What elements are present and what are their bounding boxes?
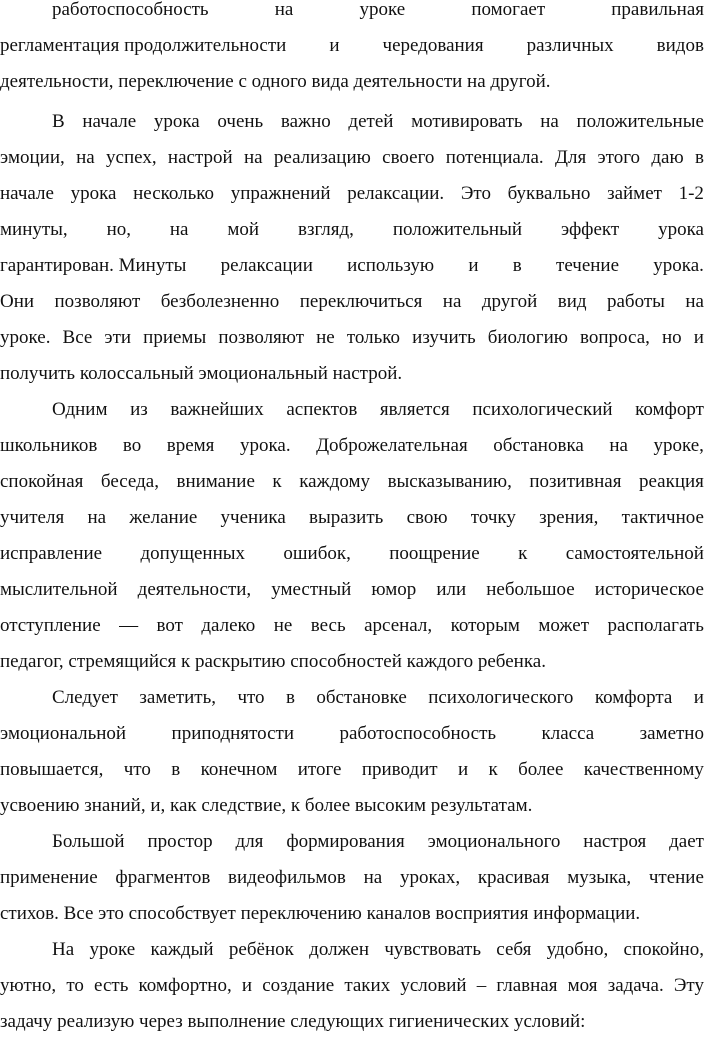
text-word: уроке xyxy=(89,939,136,960)
text-word: урока xyxy=(658,219,704,240)
text-word: класса xyxy=(541,723,595,744)
text-word: приподнятости xyxy=(171,723,295,744)
text-word: музыка, xyxy=(567,867,632,888)
text-line xyxy=(0,716,704,752)
text-word: к xyxy=(272,471,282,492)
text-word: на xyxy=(169,219,189,240)
text-word: своего xyxy=(382,147,435,168)
text-line xyxy=(0,788,704,824)
text-word: зрения, xyxy=(539,507,599,528)
text-word: заметно xyxy=(639,723,704,744)
text-word: несколько xyxy=(133,183,215,204)
text-word: условий xyxy=(400,975,467,996)
text-word: дает xyxy=(669,831,704,852)
text-word: урока xyxy=(70,183,117,204)
text-line xyxy=(0,968,704,1004)
text-word: на xyxy=(363,867,383,888)
paragraph xyxy=(0,824,704,932)
text-word: не xyxy=(273,615,293,636)
text-word: буквально xyxy=(507,183,591,204)
text-word: или xyxy=(436,579,467,600)
text-word: Одним xyxy=(52,399,108,420)
text-word: далеко xyxy=(201,615,256,636)
text-word: отступление xyxy=(0,615,101,636)
text-word: Они xyxy=(0,291,35,312)
text-line xyxy=(0,680,704,716)
text-word: уроке xyxy=(359,0,406,20)
text-word: работы xyxy=(606,291,665,312)
text-word: даю xyxy=(651,147,684,168)
text-word: школьников xyxy=(0,435,98,456)
text-line xyxy=(0,860,704,896)
text-word: применение xyxy=(0,867,98,888)
text-word: обстановка xyxy=(493,435,584,456)
text-word: что xyxy=(123,759,151,780)
text-word: 1-2 xyxy=(678,183,704,204)
text-word: настроя xyxy=(583,831,647,852)
text-word: деятельности, переключение с одного вида деятельности на другой. xyxy=(0,71,551,92)
text-word: чувствовать xyxy=(384,939,481,960)
text-word: Для xyxy=(555,147,587,168)
text-word: биологию xyxy=(487,327,568,348)
text-word: гарантирован. Минуты xyxy=(0,255,187,276)
text-line xyxy=(0,428,704,464)
text-word: к xyxy=(518,543,528,564)
text-word: Доброжелательная xyxy=(316,435,468,456)
text-word: В xyxy=(52,111,65,132)
text-word: историческое xyxy=(594,579,704,600)
text-line xyxy=(0,64,704,100)
text-line xyxy=(0,320,704,356)
text-word: но, xyxy=(106,219,131,240)
text-word: красивая xyxy=(477,867,550,888)
text-word: каждый xyxy=(150,939,214,960)
text-word: и xyxy=(457,759,469,780)
text-word: уютно, xyxy=(0,975,57,996)
text-word: изучить xyxy=(412,327,476,348)
text-word: комфорт xyxy=(635,399,704,420)
text-word: ученика xyxy=(220,507,286,528)
text-word: небольшое xyxy=(486,579,575,600)
text-word: располагать xyxy=(607,615,704,636)
text-word: формирования xyxy=(286,831,405,852)
text-word: таких xyxy=(344,975,391,996)
text-word: в xyxy=(695,147,704,168)
text-line xyxy=(0,824,704,860)
text-word: должен xyxy=(309,939,370,960)
text-word: может xyxy=(538,615,590,636)
text-word: для xyxy=(235,831,264,852)
text-line xyxy=(0,104,704,140)
text-word: эмоциональной xyxy=(0,723,127,744)
text-word: простор xyxy=(147,831,213,852)
text-line xyxy=(0,0,704,28)
text-word: аспектов xyxy=(286,399,358,420)
text-word: детей xyxy=(348,111,394,132)
text-word: очень xyxy=(217,111,264,132)
text-word: видеофильмов xyxy=(228,867,346,888)
text-line xyxy=(0,356,704,392)
text-word: уроках, xyxy=(399,867,461,888)
text-word: видов xyxy=(656,35,704,56)
text-word: другой xyxy=(481,291,538,312)
text-word: задача. xyxy=(607,975,664,996)
text-word: но xyxy=(661,327,682,348)
text-word: педагог, стремящийся к раскрытию способностей каждого ребенка. xyxy=(0,651,546,672)
text-word: психологический xyxy=(472,399,613,420)
paragraph xyxy=(0,0,704,100)
text-word: — xyxy=(119,615,139,636)
text-word: переключиться xyxy=(299,291,423,312)
text-word: высказыванию, xyxy=(387,471,512,492)
text-line xyxy=(0,608,704,644)
text-word: настрой xyxy=(167,147,233,168)
text-line xyxy=(0,28,704,64)
text-word: начале xyxy=(0,183,54,204)
text-word: моя xyxy=(567,975,598,996)
text-word: мотивировать xyxy=(411,111,523,132)
text-word: положительные xyxy=(576,111,704,132)
text-word: положительный xyxy=(392,219,523,240)
text-word: позволяют xyxy=(54,291,141,312)
text-word: чтение xyxy=(648,867,704,888)
text-word: психологического xyxy=(428,687,574,708)
text-word: выразить xyxy=(309,507,384,528)
text-word: потенциала. xyxy=(445,147,544,168)
text-word: на xyxy=(76,147,95,168)
text-word: на xyxy=(685,291,704,312)
text-word: во xyxy=(122,435,142,456)
text-word: только xyxy=(346,327,401,348)
text-line xyxy=(0,392,704,428)
text-word: взгляд, xyxy=(297,219,354,240)
text-word: юмор xyxy=(371,579,417,600)
text-word: важно xyxy=(280,111,331,132)
text-word: позволяют xyxy=(218,327,305,348)
text-word: создание xyxy=(262,975,335,996)
text-word: – xyxy=(476,975,487,996)
text-word: конечном xyxy=(200,759,278,780)
text-word: фрагментов xyxy=(115,867,211,888)
text-word: то xyxy=(66,975,84,996)
text-word: начале xyxy=(82,111,137,132)
text-word: стихов. Все это способствует переключению каналов восприятия информации. xyxy=(0,903,641,924)
text-word: на xyxy=(540,111,559,132)
paragraph xyxy=(0,392,704,680)
text-word: эмоционального xyxy=(427,831,561,852)
text-line xyxy=(0,140,704,176)
text-word: деятельности, xyxy=(137,579,252,600)
text-line xyxy=(0,572,704,608)
text-word: вот xyxy=(156,615,183,636)
text-word: на xyxy=(87,507,107,528)
text-word: и xyxy=(693,687,704,708)
text-word: регламентация продолжительности xyxy=(0,35,287,56)
text-word: итоге xyxy=(297,759,342,780)
text-word: и xyxy=(468,255,479,276)
text-word: качественному xyxy=(583,759,704,780)
text-word: безболезненно xyxy=(160,291,280,312)
text-word: тактичное xyxy=(621,507,704,528)
text-word: Эту xyxy=(673,975,704,996)
text-word: спокойно, xyxy=(623,939,704,960)
text-line xyxy=(0,536,704,572)
text-word: уместный xyxy=(271,579,352,600)
text-word: учителя xyxy=(0,507,65,528)
text-line xyxy=(0,212,704,248)
text-word: на xyxy=(609,435,628,456)
text-word: из xyxy=(130,399,148,420)
text-line xyxy=(0,1004,704,1040)
text-word: не xyxy=(316,327,335,348)
text-word: в xyxy=(285,687,295,708)
text-word: эти xyxy=(104,327,132,348)
text-word: эмоции, xyxy=(0,147,65,168)
text-word: к xyxy=(488,759,498,780)
text-word: Все xyxy=(62,327,93,348)
paragraph xyxy=(0,680,704,824)
text-word: ошибок, xyxy=(283,543,351,564)
text-line xyxy=(0,644,704,680)
text-word: позитивная xyxy=(529,471,622,492)
text-word: эффект xyxy=(560,219,620,240)
text-word: ребёнок xyxy=(228,939,294,960)
text-word: минуты, xyxy=(0,219,68,240)
text-word: Следует xyxy=(52,687,118,708)
text-word: уроке. xyxy=(0,327,51,348)
text-word: комфорта xyxy=(594,687,673,708)
text-word: есть xyxy=(94,975,129,996)
text-line xyxy=(0,932,704,968)
text-word: повышается, xyxy=(0,759,104,780)
text-word: успех, xyxy=(106,147,157,168)
text-word: является xyxy=(379,399,450,420)
text-word: на xyxy=(442,291,462,312)
text-word: урока. xyxy=(653,255,704,276)
text-word: заметить, xyxy=(139,687,217,708)
paragraph xyxy=(0,104,704,392)
text-word: свою xyxy=(406,507,448,528)
text-word: релаксации xyxy=(220,255,313,276)
text-word: поощрение xyxy=(389,543,480,564)
text-word: помогает xyxy=(471,0,546,20)
text-word: на xyxy=(243,147,263,168)
text-line xyxy=(0,896,704,932)
text-word: усвоению знаний, и, как следствие, к более высоким результатам. xyxy=(0,795,533,816)
text-word: желание xyxy=(129,507,198,528)
text-word: работоспособность xyxy=(339,723,497,744)
text-word: каждому xyxy=(299,471,371,492)
text-word: займет xyxy=(607,183,662,204)
text-word: и xyxy=(693,327,704,348)
text-word: чередования xyxy=(382,35,484,56)
text-word: Это xyxy=(460,183,491,204)
text-word: получить колоссальный эмоциональный настрой. xyxy=(0,363,403,384)
text-word: вид xyxy=(557,291,587,312)
text-word: весь xyxy=(310,615,346,636)
text-word: главная xyxy=(496,975,558,996)
paragraph xyxy=(0,932,704,1040)
text-word: мой xyxy=(227,219,260,240)
text-line xyxy=(0,284,704,320)
text-word: самостоятельной xyxy=(565,543,704,564)
text-word: в xyxy=(512,255,522,276)
text-line xyxy=(0,464,704,500)
text-line xyxy=(0,500,704,536)
text-word: уроке, xyxy=(653,435,704,456)
text-word: реакция xyxy=(639,471,704,492)
text-word: арсенал, xyxy=(364,615,433,636)
text-word: На xyxy=(52,939,75,960)
text-word: течение xyxy=(556,255,620,276)
text-word: важнейших xyxy=(170,399,264,420)
text-word: релаксации. xyxy=(347,183,445,204)
text-word: различных xyxy=(526,35,614,56)
text-word: мыслительной xyxy=(0,579,118,600)
text-word: реализацию xyxy=(273,147,371,168)
text-word: вопроса, xyxy=(580,327,650,348)
text-word: приводит xyxy=(361,759,438,780)
text-word: себя xyxy=(496,939,532,960)
text-word: задачу реализую через выполнение следующих гигиенических условий: xyxy=(0,1011,586,1032)
text-word: в xyxy=(171,759,181,780)
text-word: использую xyxy=(347,255,435,276)
text-word: точку xyxy=(470,507,516,528)
text-word: приемы xyxy=(143,327,207,348)
text-word: что xyxy=(237,687,265,708)
text-word: Большой xyxy=(52,831,125,852)
text-word: урока. xyxy=(239,435,291,456)
text-word: комфортно, xyxy=(138,975,232,996)
text-word: правильная xyxy=(611,0,704,20)
text-word: допущенных xyxy=(140,543,245,564)
text-word: на xyxy=(274,0,294,20)
text-word: внимание xyxy=(176,471,255,492)
text-word: и xyxy=(241,975,253,996)
text-word: удобно, xyxy=(546,939,609,960)
text-line xyxy=(0,176,704,212)
text-word: урока xyxy=(153,111,200,132)
text-word: и xyxy=(329,35,340,56)
text-word: этого xyxy=(597,147,641,168)
text-word: упражнений xyxy=(230,183,331,204)
text-word: работоспособность xyxy=(52,0,209,20)
text-word: более xyxy=(518,759,564,780)
text-word: беседа, xyxy=(100,471,159,492)
text-word: исправление xyxy=(0,543,103,564)
text-word: обстановке xyxy=(316,687,407,708)
text-word: которым xyxy=(450,615,520,636)
text-line xyxy=(0,752,704,788)
text-word: спокойная xyxy=(0,471,84,492)
text-word: время xyxy=(166,435,215,456)
text-line xyxy=(0,248,704,284)
